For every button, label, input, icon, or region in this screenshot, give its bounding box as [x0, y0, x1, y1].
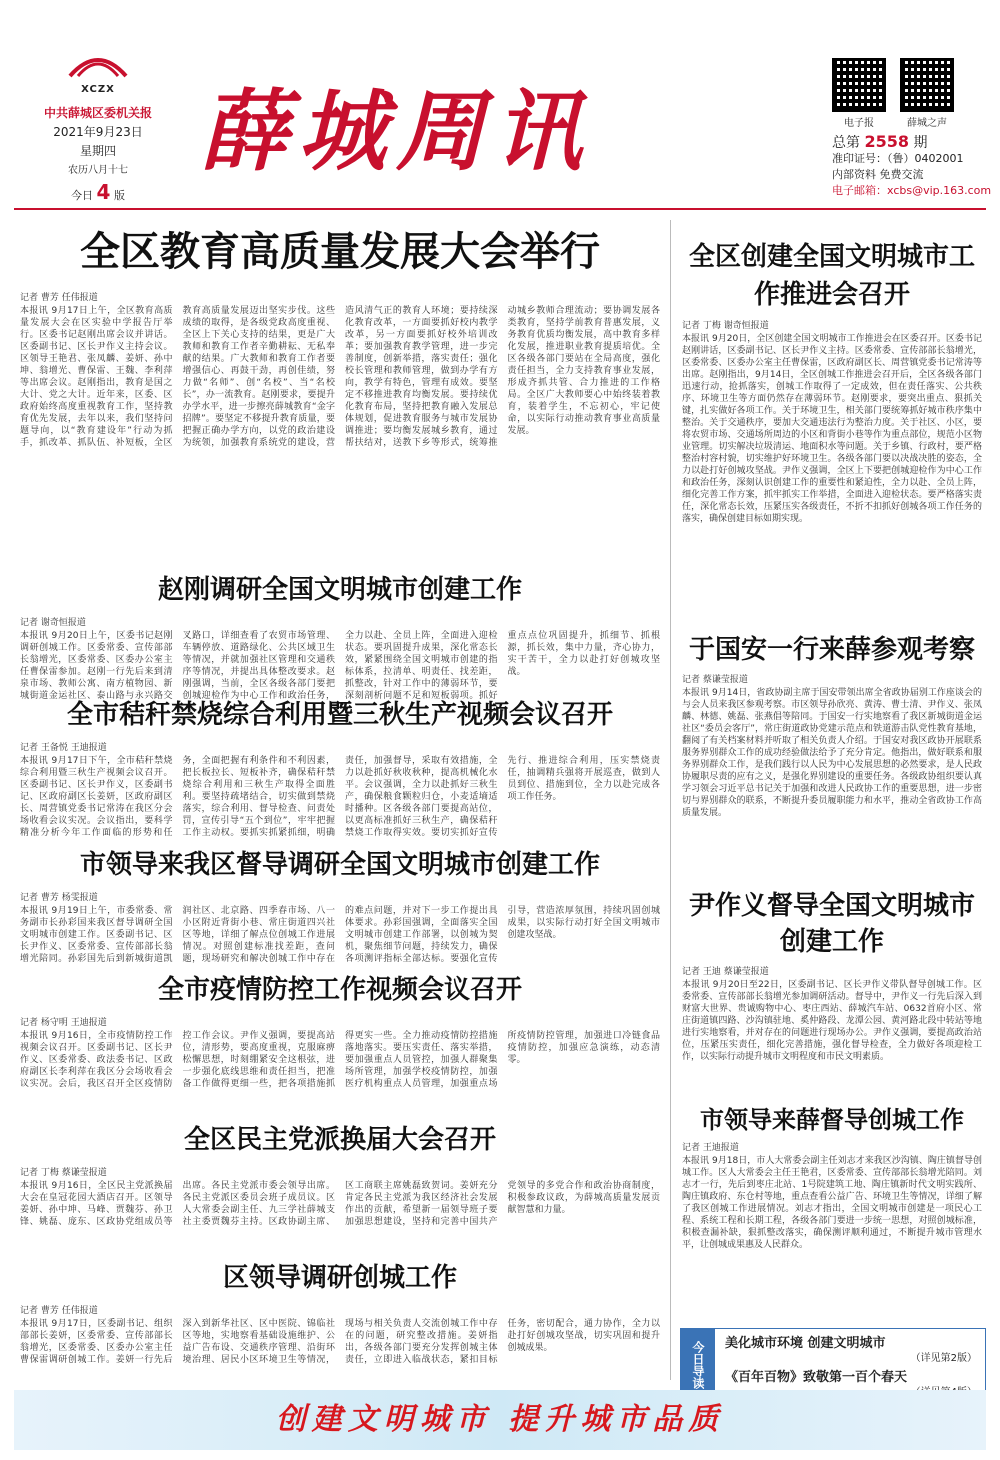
headline-straw-ban: 全市秸秆禁烧综合利用暨三秋生产视频会议召开	[66, 700, 613, 730]
pages-suffix: 版	[113, 189, 125, 202]
article-democratic-parties	[20, 1115, 660, 1264]
headline-civilized-city-meeting: 全区创建全国文明城市工作推进会召开	[688, 242, 975, 310]
headline-epidemic: 全市疫情防控工作视频会议召开	[157, 975, 522, 1005]
headline-zhao-survey: 赵刚调研全国文明城市创建工作	[157, 575, 522, 605]
qr-xuecheng-voice[interactable]	[900, 58, 954, 129]
qr-caption-voice: 薛城之声	[907, 118, 947, 129]
article-body: 本报讯 9月16日，全市疫情防控工作视频会议召开。区委副书记、区长尹作义、区委常委、政法委书记、区政府副区长李利萍在我区分会场收看会议实况。会后，我区召开全区疫情防控工作会议。尹作义强调，要提高站位，清形势，要高度重视，克服麻痹松懈思想，时刻绷紧安全这根弦，进一步强化底线思维和责任担当，把准备工作做得更细一些，把各项措施抓得更实一些。全力推动疫情防控措施落地落实。要压实责任、落实举措，要加强重点人员管控，加强人群聚集场所管理，加强学校疫情防控，加强医疗机构重点人员管理，加强重点场所疫情防控管理，加强进口冷链食品疫情防控，加强应急演练，动态清零。	[20, 1031, 660, 1089]
byline: 记者 曹芳 任伟报道	[20, 1306, 98, 1316]
headline-city-leader: 市领导来我区督导调研全国文明城市创建工作	[79, 850, 600, 880]
newspaper-logo	[66, 50, 130, 94]
issue-date: 2021年9月23日	[53, 125, 143, 139]
article-zhao-survey	[20, 565, 660, 702]
weekday: 星期四	[79, 144, 116, 158]
headline-education: 全区教育高质量发展大会举行	[80, 229, 600, 275]
guide-item-1[interactable]	[725, 1335, 977, 1365]
headline-yu-visit: 于国安一行来薛参观考察	[688, 635, 975, 665]
byline: 记者 王备悦 王迪报道	[20, 743, 107, 753]
bottom-banner	[14, 1390, 986, 1450]
byline: 记者 谢奇恒报道	[20, 618, 86, 628]
column-divider	[670, 220, 671, 1380]
email[interactable]: 电子邮箱：xcbs@vip.163.com	[832, 184, 992, 197]
issue-number-line	[832, 134, 992, 151]
guide-item-2-title: 《百年百物》致敬第一百个春天	[725, 1370, 908, 1385]
article-district-survey	[20, 1253, 660, 1390]
byline: 记者 丁梅 谢奇恒报道	[682, 321, 769, 331]
article-civilized-city-meeting	[682, 238, 982, 613]
today-prefix: 今日	[71, 189, 94, 202]
byline: 记者 王迪报道	[682, 1143, 739, 1153]
header-right	[832, 134, 992, 199]
guide-item-1-title: 美化城市环境 创建文明城市	[725, 1336, 886, 1351]
logo-icon	[66, 50, 130, 80]
article-body: 本报讯 9月18日，市人大常委会副主任刘志才来我区沙沟镇、陶庄镇督导创城工作。区人大常委会主任王艳君，区委常委、宣传部部长翁增光陪同。刘志才一行，先后到枣庄北站、1号院建筑工地、陶庄镇新时代文明实践所、陶庄镇政府、东仓村等地，重点查看公益广告、环境卫生等情况，详细了解了我区创城工作进展情况。刘志才指出，全国文明城市创建是一项民心工程、系统工程和长期工程，各级各部门要进一步统一思想，对照创城标准，积极查漏补缺，狠抓整改落实，确保测评顺利通过，不断提升城市管理水平，让创城成果惠及人民群众。	[682, 1156, 982, 1250]
article-education	[20, 220, 660, 550]
issue-number: 2558	[864, 132, 909, 151]
byline: 记者 蔡谦莹报道	[682, 675, 748, 685]
article-body: 本报讯 9月17日上午，全区教育高质量发展大会在区实验中学报告厅举行。区委书记赵刚出席会议并讲话。区委副书记、区长尹作义主持会议。区领导王艳君、张凤麟、姜妍、孙中坤、翁增光、曹保雷、王魏、李利萍等出席会议。赵刚指出，教育是国之大计、党之大计。近年来，区委、区政府始终高度重视教育工作，坚持教育优先发展，去年以来，我们坚持问题导向，以“教育建设年”行动为抓手，抓改革、抓队伍、补短板，全区教育高质量发展迈出坚实步伐。这些成绩的取得，是各级党政高度重视、全区上下关心支持的结果，更是广大教师和教育工作者辛勤耕耘、无私奉献的结果。广大教师和教育工作者要增强信心、再鼓干劲，再创佳绩，努力做“名师”、创“名校”、当“名校长”，办一流教育。赵刚要求，要提升办学水平，进一步擦亮薛城教育“金字招牌”。要坚定不移提升教育质量，要把握正确办学方向，以党的政治建设为统领，加强教育系统党的建设，营造风清气正的教育人环境；要持续深化教育改革，一方面要抓好校内教学改革，另一方面要抓好校外培训改革；要加强教育教学管理，进一步完善制度，创新举措，落实责任；强化校长管理和教师管理，做到办学有方向，教学有特色，管理有成效。要坚定不移推进教育均衡发展。要持续优化教育布局，坚持把教育融入发展总体规划，促进教育服务与城市发展协调推进；要均衡发展城乡教育，通过帮扶结对，送教下乡等形式，统筹推动城乡教师合理流动；要协调发展各类教育，坚持学前教育普惠发展，义务教育优质均衡发展，高中教育多样化发展，推进职业教育提质培优。全区各级各部门要站在全局高度，强化责任担当，全力支持教育事业发展，形成齐抓共管、合力推进的工作格局。全区广大教师要心中始终装着教育，装着学生，不忘初心，牢记使命，以实际行动推动教育事业高质量发展。	[20, 306, 660, 448]
article-body: 本报讯 9月19日上午，市委常委、常务副市长孙彩国来我区督导调研全国文明城市创建工作。区委副书记、区长尹作义、区委常委、宣传部部长翁增光陪同。孙彩国先后到新城街道凯润社区、北京路、四季春市场、八一小区附近背街小巷、常庄街道四兴社区等地，详细了解点位创城工作进展情况。对照创建标准找差距，查问题，现场研究和解决创城工作中存在的难点问题，并对下一步工作提出具体要求。孙彩国强调，全面落实全国文明城市创建工作部署，以创城为契机，聚焦细节问题，持续发力，确保各项测评指标全部达标。要强化宣传引导，营造浓厚氛围，持续巩固创城成果，以实际行动打好全国文明城市创建攻坚战。	[20, 906, 660, 964]
print-permit: 准印证号：（鲁）0402001	[832, 152, 964, 165]
article-yin-inspection	[682, 888, 982, 1099]
byline: 记者 丁梅 蔡谦莹报道	[20, 1168, 107, 1178]
internal-note: 内部资料 免费交流	[832, 168, 924, 181]
headline-yin-inspection: 尹作义督导全国文明城市创建工作	[688, 891, 975, 957]
headline-city-leader-inspection: 市领导来薛督导创城工作	[700, 1106, 964, 1134]
article-body: 本报讯 9月20日上午，区委书记赵刚调研创城工作。区委常委、宣传部部长翁增光，区委常委、区委办公室主任曹保雷参加。赵刚一行先后来到清泉市场、教师公寓、南方植物园、新城街道金运社区、泰山路与永兴路交叉路口，详细查看了农贸市场管理、车辆停放、道路绿化、公共区域卫生等情况，并就加强社区管理和交通秩序等情况，并提出具体整改要求。赵刚强调，当前，全区各级各部门要把创城迎检作为中心工作和政治任务，全力以赴、全员上阵，全面进入迎检状态。要巩固提升成果，深化常态长效，紧紧围绕全国文明城市创建的指标体系，拉清单、明责任、找差距，抓整改，针对工作中的薄弱环节，要深刻剖析问题不足和短板弱项。抓好重点点位巩固提升，抓细节、抓根源，抓长效，集中力量，齐心协力，实干苦干，全力以赴打好创城攻坚战。	[20, 631, 660, 701]
qr-code-icon	[832, 58, 886, 112]
byline: 记者 曹芳 任伟报道	[20, 293, 98, 303]
byline: 记者 杨守明 王迪报道	[20, 1018, 107, 1028]
article-body: 本报讯 9月20日，全区创建全国文明城市工作推进会在区委召开。区委书记赵刚讲话，区委副书记、区长尹作义主持。区委常委、宣传部部长翁增光，区委常委、区委办公室主任曹保雷，区政府副区长、周营镇党委书记常涛等出席。赵刚指出，9月14日，全区创城工作推进会召开后，全区各级各部门迅速行动，抢抓落实，创城工作取得了一定成效，但在责任落实、公共秩序、环境卫生等方面仍然存在薄弱环节。赵刚要求，要突出重点、狠抓关键，扎实做好各项工作。关于环境卫生，相关部门要统筹抓好城市秩序集中整治。关于交通秩序，要加大交通违法行为整治力度。关于社区、小区，要将农贸市场、交通场所周边的小区和背街小巷等作为重点部位，规范小区物业管理。切实解决垃圾清运、地面积水等问题。关于乡镇、行政村，要严格整治村容村貌，切实维护好环境卫生。各级各部门要以决战决胜的姿态，全力以赴打好创城攻坚战。尹作义强调，全区上下要把创城迎检作为中心工作和政治任务，深刻认识创建工作的重要性和紧迫性，全力以赴、全员上阵，细化完善工作方案，抓牢抓实工作举措，全面进入迎检状态。要严格落实责任，深化常态长效，压紧压实各级责任，不折不扣抓好创城各项工作任务的落实，确保创建目标如期实现。	[682, 334, 982, 524]
article-body: 本报讯 9月17日下午，全市秸秆禁烧综合利用暨三秋生产视频会议召开。区委副书记、区长尹作义，区委副书记、区政府副区长姜妍，区政府副区长、周营镇党委书记常涛在我区分会场收看会议实况。会议指出，要科学精准分析今年工作面临的形势和任务，全面把握有利条件和不利因素，把长板拉长、短板补齐，确保秸秆禁烧综合利用和三秋生产取得全面胜利。要坚持疏堵结合，切实做到禁烧落实，综合利用、督导检查、问责处罚，宣传引导“五个到位”，牢牢把握工作主动权。要抓实抓紧抓细，明确责任，加强督导，采取有效措施，全力以赴抓好秋收秋种，提高机械化水平。会议强调，全力以赴抓好三秋生产，确保粮食颗粒归仓，小麦适墒适时播种。区各级各部门要提高站位，以更高标准抓好三秋生产，确保秸秆禁烧工作取得实效。要切实抓好宣传先行、推进综合利用，压实禁烧责任，抽调精兵强将开展巡查，做到人员到位、措施到位，全力以赴完成各项工作任务。	[20, 756, 660, 838]
article-city-leader	[20, 840, 660, 977]
logo-text: XCZX	[81, 84, 115, 95]
issue-prefix: 总第	[832, 135, 860, 151]
article-epidemic	[20, 965, 660, 1126]
article-body: 本报讯 9月16日，全区民主党派换届大会在皇冠花园大酒店召开。区领导姜妍、孙中坤、马峰、贾魏芬、孙卫锋、姚磊、庞东、区政协党组成员等出席。各民主党派市委会领导出席。各民主党派区委员会班子成员议。区人大常委会副主任、九三学社薛城支社主委贾魏芬主持。区政协副主席、区工商联主席姚磊致贺词。姜妍充分肯定各民主党派为我区经济社会发展作出的贡献，希望新一届领导班子要加强思想建设，坚持和完善中国共产党领导的多党合作和政治协商制度，积极参政议政，为薛城高质量发展贡献智慧和力量。	[20, 1181, 660, 1227]
masthead	[200, 62, 760, 182]
qr-code-icon	[900, 58, 954, 112]
article-body: 本报讯 9月20日至22日，区委副书记、区长尹作义带队督导创城工作。区委常委、宣传部部长翁增光参加调研活动。督导中，尹作义一行先后深入到财富大世界、贵诚购物中心、枣庄西站、薛城汽车站、0632首府小区、常庄街道镇四路、沙沟镇驻地、奚仲路段、龙潭公园、黄河路北段中转站等地进行实地察看，并对存在的问题进行现场办公。尹作义强调，要提高政治站位，压紧压实责任，细化完善措施，强化督导检查，全力做好各项迎检工作，以实际行动提升城市文明程度和市民文明素质。	[682, 980, 982, 1062]
headline-district-survey: 区领导调研创城工作	[222, 1263, 457, 1293]
org-name: 中共薛城区委机关报	[43, 106, 152, 120]
guide-tag: 今日导读	[681, 1329, 715, 1401]
banner-slogan: 创建文明城市 提升城市品质	[275, 1402, 725, 1437]
byline: 记者 王迪 蔡谦莹报道	[682, 967, 769, 977]
guide-item-1-ref: （详见第2版）	[910, 1353, 977, 1364]
header-left	[18, 50, 178, 204]
header-rule	[14, 208, 986, 210]
issue-suffix: 期	[913, 135, 928, 151]
article-city-leader-inspection	[682, 1100, 982, 1251]
article-straw-ban	[20, 690, 660, 851]
byline: 记者 曹芳 杨雯报道	[20, 893, 98, 903]
today-pages	[18, 180, 178, 204]
qr-caption-epaper: 电子报	[844, 118, 874, 129]
lunar-date: 农历八月十七	[68, 165, 128, 176]
qr-e-paper[interactable]	[832, 58, 886, 129]
masthead-title: 薛城周讯	[200, 79, 593, 183]
article-yu-visit	[682, 628, 982, 867]
page-count: 4	[96, 180, 111, 204]
headline-democratic-parties: 全区民主党派换届大会召开	[183, 1125, 496, 1155]
article-body: 本报讯 9月17日，区委副书记、组织部部长姜妍，区委常委、宣传部部长翁增光，区委常委、区委办公室主任曹保雷调研创城工作。姜妍一行先后深入到新华社区、区中医院、锦临社区等地，实地察看基础设施维护、公益广告布设、交通秩序管理、沿街环境治理、居民小区环境卫生等情况，现场与相关负责人交流创城工作中存在的问题，研究整改措施。姜妍指出，各级各部门要充分发挥创城主体责任，立即进入临战状态，紧扣目标任务，密切配合，通力协作，全力以赴打好创城攻坚战，切实巩固和提升创城成果。	[20, 1319, 660, 1365]
article-body: 本报讯 9月14日，省政协副主席于国安带领出席全省政协届别工作座谈会的与会人员来我区参观考察。市区领导孙欣亮、黄涛、曹士清、尹作义、张凤麟、林德、姚磊、张燕倡等陪同。于国安一行实地察看了我区新城街道金运社区“委员会客厅”，常庄街道政协党建示范点和铁道游击队党性教育基地，翻阅了有关档案材料并听取了相关负责人介绍。于国安对我区政协开展联系服务界别群众工作的成功经验做法给予了充分肯定。他指出，做好联系和服务界别群众工作，是我们践行以人民为中心发展思想的必然要求，是人民政协履职尽责的应有之义，是强化界别建设的重要任务。各级政协组织要认真学习领会习近平总书记关于加强和改进人民政协工作的重要思想，进一步密切与界别群众的联系，不断提升委员履职能力和水平，推动全省政协工作高质量发展。	[682, 688, 982, 818]
